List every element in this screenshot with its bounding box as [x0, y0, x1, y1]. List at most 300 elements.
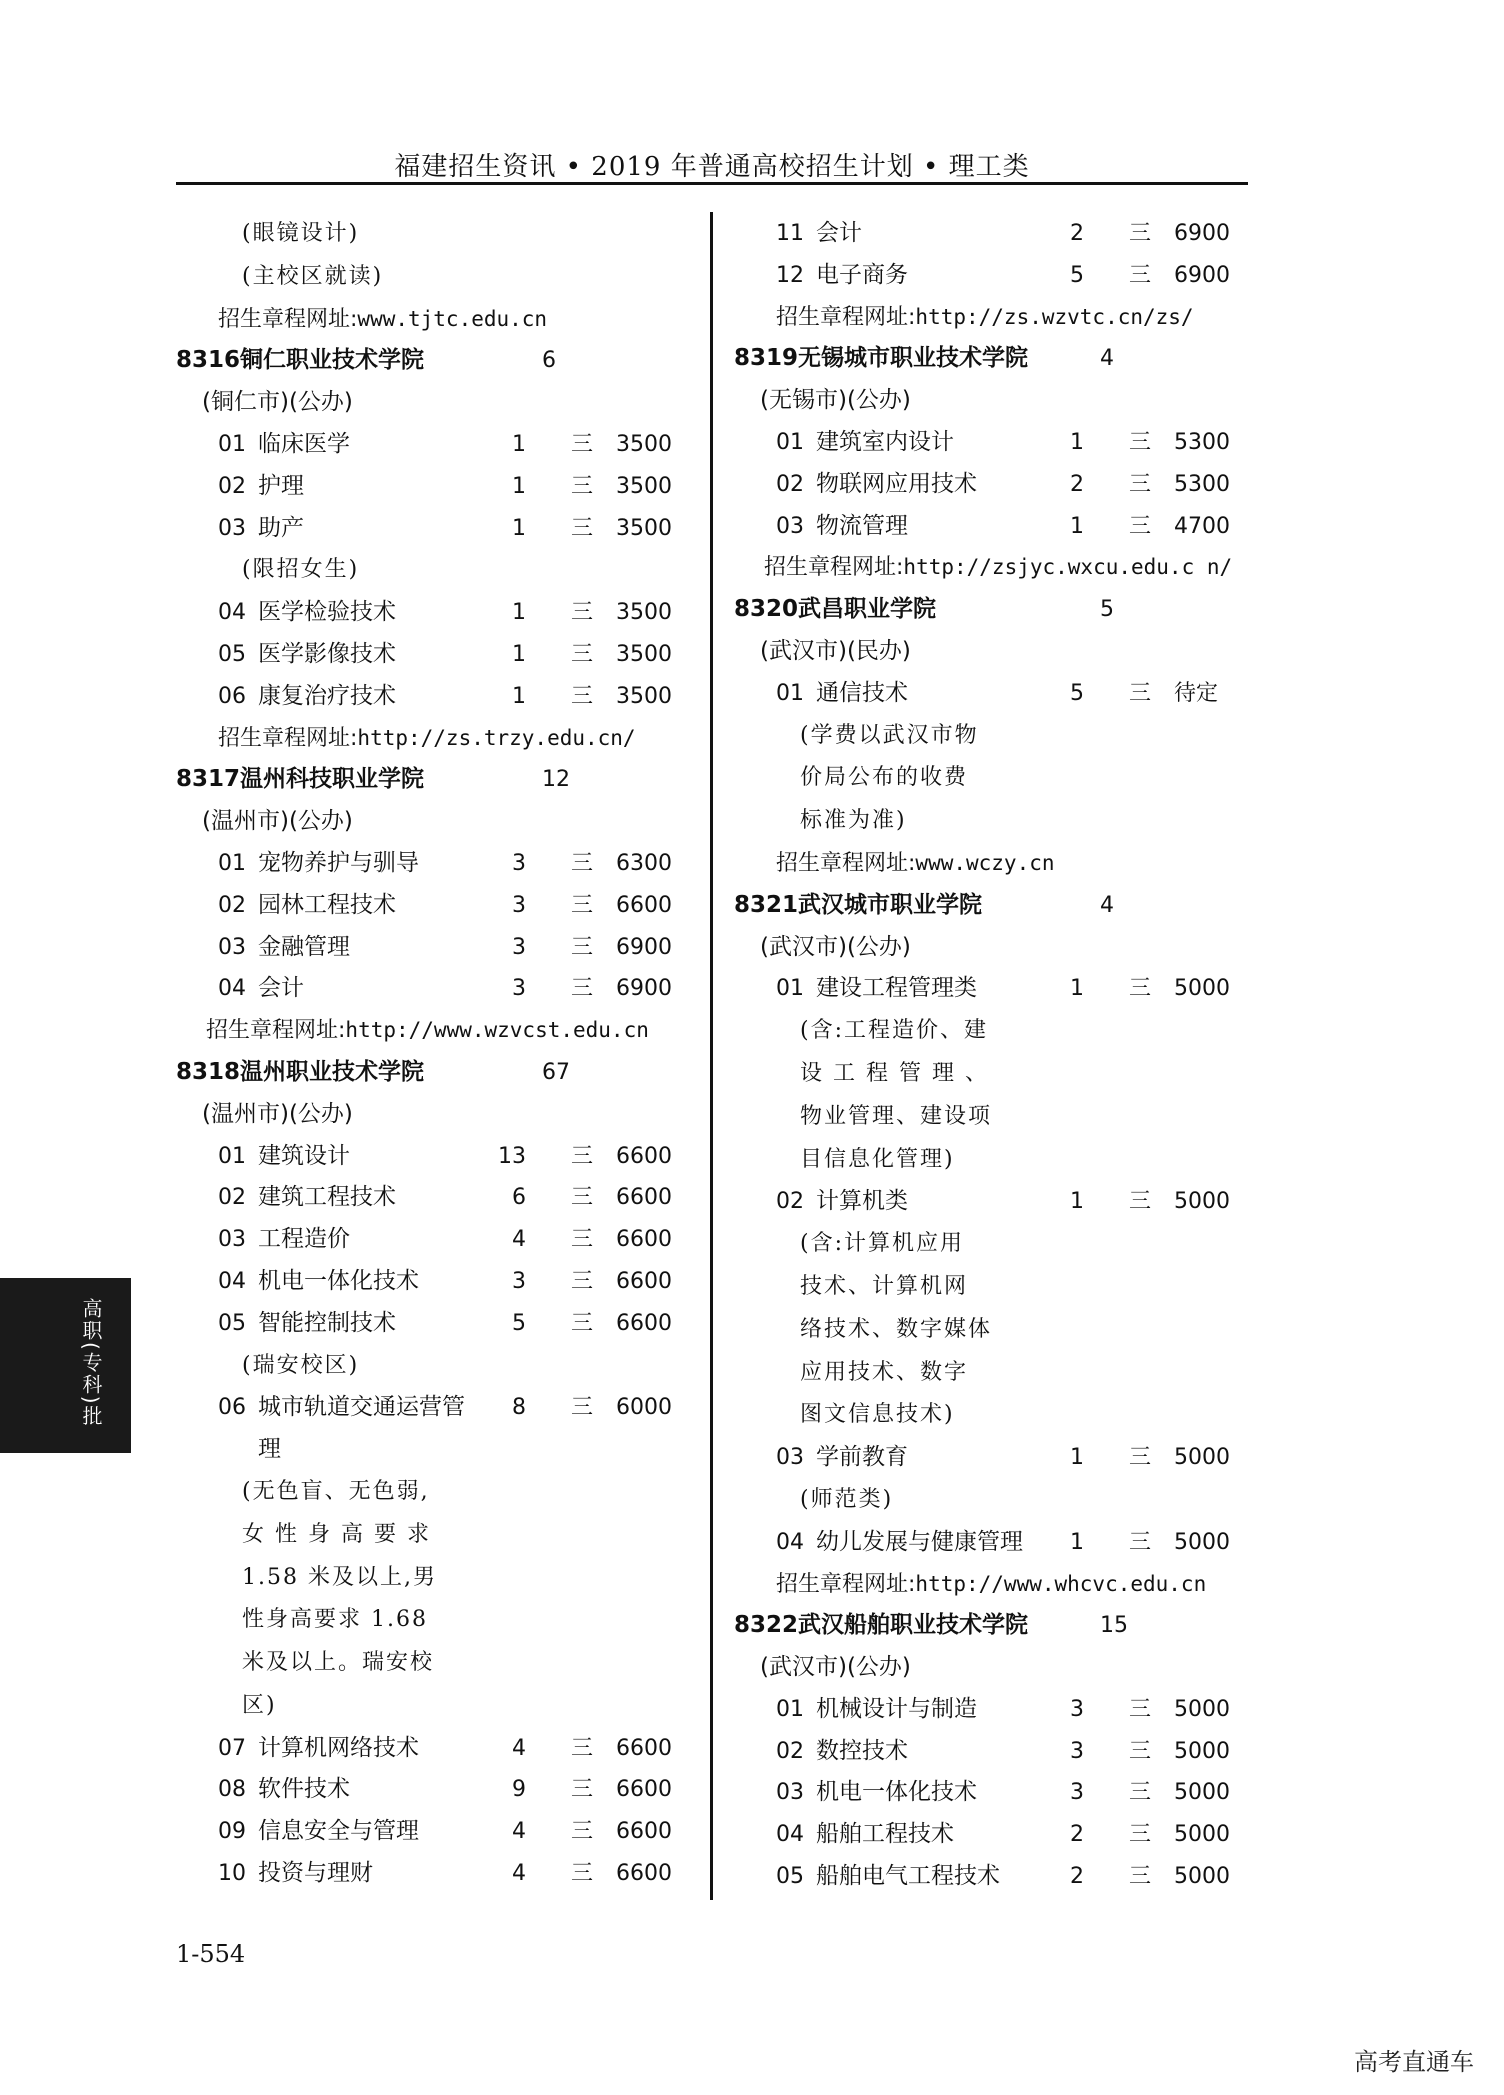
note-text: (含:工程造价、建	[800, 1018, 988, 1044]
major-quota: 3	[1070, 1696, 1084, 1722]
major-tuition: 3500	[616, 641, 672, 667]
page-header-title: 福建招生资讯 • 2019 年普通高校招生计划 • 理工类	[394, 152, 1030, 182]
major-name: 通信技术	[816, 679, 908, 706]
note-row	[734, 1394, 1254, 1437]
school-code: 8321	[734, 891, 799, 918]
major-row	[734, 968, 1254, 1010]
major-quota: 1	[1070, 976, 1084, 1002]
note-text: (主校区就读)	[242, 263, 384, 289]
major-name: 康复治疗技术	[258, 682, 396, 709]
url-link[interactable]: http://www.wzvcst.edu.cn	[345, 1018, 649, 1043]
major-quota: 3	[512, 892, 526, 918]
major-quota: 1	[512, 473, 526, 499]
major-name-continuation: 理	[258, 1436, 281, 1463]
major-quota: 1	[1070, 1445, 1084, 1471]
note-text: 设 工 程 管 理 、	[800, 1060, 989, 1086]
major-row	[734, 213, 1254, 255]
major-name: 宠物养护与驯导	[258, 849, 419, 876]
note-text: (瑞安校区)	[242, 1352, 360, 1378]
major-duration: 三	[1129, 471, 1152, 497]
major-quota: 1	[512, 600, 526, 626]
major-number: 12	[776, 262, 804, 288]
major-row	[734, 1731, 1254, 1773]
major-tuition: 5000	[1174, 1864, 1230, 1890]
school-code: 8318	[176, 1058, 241, 1085]
note-text: 应用技术、数字	[800, 1359, 969, 1385]
major-name: 电子商务	[816, 261, 908, 288]
major-name-continuation-row	[176, 1429, 696, 1471]
major-quota: 1	[1070, 429, 1084, 455]
major-row	[734, 1689, 1254, 1731]
major-duration: 三	[571, 1268, 594, 1294]
major-number: 04	[776, 1529, 804, 1555]
major-tuition: 5300	[1174, 429, 1230, 455]
major-name: 助产	[258, 514, 304, 541]
school-location-row	[734, 380, 1254, 422]
major-quota: 3	[512, 976, 526, 1002]
side-tab-label: 高职(专科)批	[79, 1298, 103, 1428]
admission-url	[218, 299, 547, 341]
major-tuition: 6300	[616, 850, 672, 876]
major-tuition: 6600	[616, 1185, 672, 1211]
major-name: 医学影像技术	[258, 640, 396, 667]
school-header-row	[734, 589, 1254, 631]
major-name: 机电一体化技术	[258, 1267, 419, 1294]
url-link[interactable]: www.wczy.cn	[915, 850, 1055, 875]
school-header-row	[176, 1052, 696, 1094]
major-number: 03	[776, 513, 804, 539]
major-name: 医学检验技术	[258, 599, 396, 626]
school-code: 8317	[176, 766, 241, 793]
note-row	[176, 1514, 696, 1557]
major-number: 01	[218, 1143, 246, 1169]
major-tuition: 6900	[1174, 262, 1230, 288]
note-row	[734, 1223, 1254, 1266]
major-name: 船舶电气工程技术	[816, 1863, 1000, 1890]
major-duration: 三	[571, 976, 594, 1002]
note-row	[176, 549, 696, 592]
major-quota: 4	[512, 1861, 526, 1887]
major-duration: 三	[571, 473, 594, 499]
note-row	[176, 1685, 696, 1728]
note-text: 价局公布的收费	[800, 765, 969, 791]
major-tuition: 6600	[616, 1227, 672, 1253]
url-link[interactable]: http://zs.trzy.edu.cn/	[357, 725, 636, 750]
admission-url-row	[176, 1010, 696, 1052]
major-duration: 三	[1129, 1780, 1152, 1806]
major-tuition: 6600	[616, 1819, 672, 1845]
major-row	[176, 927, 696, 969]
major-number: 05	[218, 641, 246, 667]
note-row	[734, 1479, 1254, 1522]
major-row	[734, 255, 1254, 297]
major-quota: 4	[512, 1227, 526, 1253]
school-header-row	[176, 759, 696, 801]
admission-url	[218, 718, 636, 760]
right-column	[734, 213, 1254, 1898]
note-text: 目信息化管理)	[800, 1146, 955, 1172]
note-text: 性身高要求 1.68	[242, 1607, 428, 1633]
major-quota: 4	[512, 1819, 526, 1845]
note-text: (眼镜设计)	[242, 221, 360, 246]
note-text: (含:计算机应用	[800, 1231, 964, 1257]
major-number: 01	[776, 1696, 804, 1722]
url-label: 招生章程网址:	[776, 1571, 916, 1597]
major-duration: 三	[1129, 513, 1152, 539]
major-row	[176, 1303, 696, 1345]
major-number: 03	[218, 1227, 246, 1253]
major-tuition: 5300	[1174, 471, 1230, 497]
note-row	[734, 1309, 1254, 1352]
admission-url	[764, 547, 1232, 589]
admission-url-row	[734, 297, 1254, 339]
note-row	[176, 1345, 696, 1388]
major-tuition: 6600	[616, 892, 672, 918]
school-name: 温州职业技术学院	[240, 1058, 424, 1085]
note-text: 1.58 米及以上,男	[242, 1564, 437, 1590]
note-row	[734, 1139, 1254, 1182]
url-link[interactable]: http://www.whcvc.edu.cn	[915, 1571, 1207, 1596]
note-text: 标准为准)	[800, 808, 907, 834]
major-number: 02	[218, 1185, 246, 1211]
major-tuition: 5000	[1174, 976, 1230, 1002]
major-name: 临床医学	[258, 430, 350, 457]
major-quota: 1	[1070, 513, 1084, 539]
school-plan-count: 15	[1100, 1613, 1128, 1639]
major-tuition: 5000	[1174, 1822, 1230, 1848]
major-duration: 三	[1129, 1822, 1152, 1848]
major-tuition: 6600	[616, 1310, 672, 1336]
major-name: 会计	[816, 220, 862, 246]
major-name: 机械设计与制造	[816, 1695, 977, 1722]
major-name: 金融管理	[258, 933, 350, 960]
major-row	[734, 422, 1254, 464]
major-number: 02	[776, 471, 804, 497]
major-name: 护理	[258, 472, 304, 499]
major-duration: 三	[571, 934, 594, 960]
school-location-row	[734, 927, 1254, 969]
major-name: 投资与理财	[258, 1860, 373, 1887]
admission-url	[776, 297, 1194, 339]
url-label: 招生章程网址:	[764, 555, 904, 581]
major-name: 智能控制技术	[258, 1309, 396, 1336]
major-row	[176, 466, 696, 508]
major-duration: 三	[571, 1777, 594, 1803]
note-row	[734, 1266, 1254, 1309]
major-duration: 三	[1129, 1696, 1152, 1722]
major-number: 05	[776, 1864, 804, 1890]
school-location: (武汉市)(公办)	[760, 1654, 911, 1681]
note-row	[176, 1642, 696, 1685]
major-number: 08	[218, 1777, 246, 1803]
major-duration: 三	[1129, 1189, 1152, 1215]
major-name: 计算机网络技术	[258, 1734, 419, 1761]
major-row	[176, 1853, 696, 1895]
url-label: 招生章程网址:	[776, 850, 916, 876]
major-tuition: 4700	[1174, 513, 1230, 539]
major-number: 01	[776, 429, 804, 455]
major-tuition: 5000	[1174, 1529, 1230, 1555]
school-plan-count: 67	[542, 1059, 570, 1085]
major-quota: 3	[512, 850, 526, 876]
major-row	[176, 1219, 696, 1261]
school-header-row	[734, 1605, 1254, 1647]
note-row	[734, 1096, 1254, 1139]
major-duration: 三	[1129, 429, 1152, 455]
major-number: 02	[218, 892, 246, 918]
major-duration: 三	[571, 1310, 594, 1336]
note-text: 区)	[242, 1692, 277, 1718]
admission-url	[776, 843, 1055, 885]
major-row	[734, 1522, 1254, 1564]
school-header-row	[176, 340, 696, 382]
note-text: 女 性 身 高 要 求	[242, 1521, 431, 1547]
major-duration: 三	[1129, 976, 1152, 1002]
note-row	[176, 256, 696, 299]
major-quota: 2	[1070, 471, 1084, 497]
major-number: 02	[776, 1189, 804, 1215]
major-duration: 三	[571, 641, 594, 667]
major-row	[734, 1772, 1254, 1814]
header-rule	[176, 182, 1248, 185]
school-location-row	[176, 801, 696, 843]
major-duration: 三	[571, 1185, 594, 1211]
school-plan-count: 6	[542, 348, 556, 374]
school-code: 8316	[176, 347, 241, 374]
admission-url-row	[734, 547, 1254, 589]
major-number: 04	[218, 600, 246, 626]
major-name: 会计	[258, 975, 304, 1002]
major-tuition: 6000	[616, 1395, 672, 1421]
major-number: 03	[776, 1445, 804, 1471]
major-number: 06	[218, 1395, 246, 1421]
major-tuition: 5000	[1174, 1696, 1230, 1722]
major-duration: 三	[1129, 1738, 1152, 1764]
admission-url-row	[176, 299, 696, 341]
note-row	[734, 757, 1254, 800]
url-label: 招生章程网址:	[218, 306, 358, 332]
major-quota: 8	[512, 1395, 526, 1421]
major-tuition: 6600	[616, 1143, 672, 1169]
note-text: (限招女生)	[242, 557, 360, 583]
major-number: 01	[776, 976, 804, 1002]
major-quota: 1	[512, 683, 526, 709]
major-tuition: 5000	[1174, 1445, 1230, 1471]
watermark-text: 高考直通车	[1354, 2048, 1474, 2076]
major-row	[734, 506, 1254, 548]
school-name: 温州科技职业学院	[240, 766, 424, 793]
left-column	[176, 213, 696, 1895]
school-location: (武汉市)(民办)	[760, 637, 911, 664]
major-row	[734, 1856, 1254, 1898]
school-name: 武汉城市职业学院	[798, 891, 982, 918]
major-row	[176, 1261, 696, 1303]
url-link[interactable]: http://zs.wzvtc.cn/zs/	[915, 304, 1194, 329]
major-tuition: 5000	[1174, 1738, 1230, 1764]
page-number: 1-554	[176, 1940, 246, 1968]
major-number: 03	[218, 934, 246, 960]
major-name: 建筑工程技术	[258, 1184, 396, 1211]
school-plan-count: 4	[1100, 346, 1114, 372]
major-row	[734, 1181, 1254, 1223]
major-row	[176, 1728, 696, 1770]
school-name: 铜仁职业技术学院	[240, 347, 424, 374]
major-row	[176, 424, 696, 466]
major-quota: 3	[512, 934, 526, 960]
major-number: 04	[776, 1822, 804, 1848]
major-duration: 三	[571, 1861, 594, 1887]
school-location-row	[176, 1094, 696, 1136]
major-tuition: 6900	[616, 976, 672, 1002]
note-text: 米及以上。瑞安校	[242, 1650, 435, 1676]
major-name: 物流管理	[816, 512, 908, 539]
major-duration: 三	[571, 515, 594, 541]
major-duration: 三	[1129, 262, 1152, 288]
school-name: 武汉船舶职业技术学院	[798, 1612, 1028, 1639]
admission-url-row	[734, 843, 1254, 885]
major-duration: 三	[1129, 1445, 1152, 1471]
note-text: 技术、计算机网	[800, 1273, 969, 1299]
major-quota: 3	[1070, 1738, 1084, 1764]
major-name: 数控技术	[816, 1737, 908, 1764]
school-location-row	[176, 382, 696, 424]
note-row	[176, 1557, 696, 1600]
major-quota: 2	[1070, 221, 1084, 246]
major-number: 02	[218, 473, 246, 499]
major-row	[176, 1387, 696, 1429]
major-name: 计算机类	[816, 1188, 908, 1215]
major-quota: 5	[1070, 262, 1084, 288]
major-quota: 13	[498, 1143, 526, 1169]
major-number: 09	[218, 1819, 246, 1845]
note-text: (无色盲、无色弱,	[242, 1478, 430, 1504]
note-row	[734, 1010, 1254, 1053]
major-duration: 三	[571, 1143, 594, 1169]
major-tuition: 6600	[616, 1777, 672, 1803]
note-row	[734, 1352, 1254, 1395]
major-tuition: 6600	[616, 1735, 672, 1761]
school-plan-count: 5	[1100, 597, 1114, 623]
major-row	[176, 843, 696, 885]
major-name: 城市轨道交通运营管	[258, 1394, 465, 1421]
school-name: 无锡城市职业技术学院	[798, 345, 1028, 372]
url-label: 招生章程网址:	[776, 304, 916, 330]
school-code: 8319	[734, 345, 799, 372]
major-row	[176, 508, 696, 550]
note-row	[176, 1599, 696, 1642]
major-name: 船舶工程技术	[816, 1821, 954, 1848]
column-divider	[710, 212, 713, 1900]
major-duration: 三	[571, 850, 594, 876]
major-tuition: 6900	[616, 934, 672, 960]
school-code: 8322	[734, 1612, 799, 1639]
major-quota: 6	[512, 1185, 526, 1211]
major-name: 幼儿发展与健康管理	[816, 1528, 1023, 1555]
major-row	[734, 673, 1254, 715]
major-quota: 1	[512, 431, 526, 457]
note-text: (师范类)	[800, 1486, 894, 1512]
side-section-tab	[0, 1278, 131, 1453]
note-text: (学费以武汉市物	[800, 722, 979, 748]
major-name: 学前教育	[816, 1444, 908, 1471]
major-name: 建筑室内设计	[816, 428, 954, 455]
school-plan-count: 12	[542, 767, 570, 793]
major-name: 软件技术	[258, 1776, 350, 1803]
note-text: 络技术、数字媒体	[800, 1316, 993, 1342]
major-duration: 三	[571, 892, 594, 918]
major-tuition: 6600	[616, 1861, 672, 1887]
major-row	[176, 634, 696, 676]
major-name: 建设工程管理类	[816, 975, 977, 1002]
major-duration: 三	[571, 431, 594, 457]
admission-url	[776, 1564, 1206, 1606]
major-row	[176, 592, 696, 634]
major-row	[734, 1814, 1254, 1856]
school-location: (温州市)(公办)	[202, 1100, 353, 1127]
admission-url-row	[176, 718, 696, 760]
major-number: 06	[218, 683, 246, 709]
url-link[interactable]: www.tjtc.edu.cn	[357, 306, 548, 331]
major-number: 10	[218, 1861, 246, 1887]
school-location-row	[734, 1647, 1254, 1689]
major-number: 04	[218, 1268, 246, 1294]
major-row	[734, 464, 1254, 506]
admission-url	[206, 1010, 649, 1052]
admission-url-row	[734, 1564, 1254, 1606]
major-number: 01	[776, 680, 804, 706]
major-tuition: 6900	[1174, 221, 1230, 246]
major-row	[176, 1811, 696, 1853]
major-number: 03	[218, 515, 246, 541]
url-link[interactable]: http://zsjyc.wxcu.edu.c n/	[903, 555, 1233, 580]
major-number: 04	[218, 976, 246, 1002]
school-location: (铜仁市)(公办)	[202, 389, 353, 416]
major-tuition: 6600	[616, 1268, 672, 1294]
major-quota: 2	[1070, 1864, 1084, 1890]
major-quota: 1	[1070, 1529, 1084, 1555]
major-quota: 1	[1070, 1189, 1084, 1215]
major-name: 建筑设计	[258, 1142, 350, 1169]
major-name: 信息安全与管理	[258, 1818, 419, 1845]
major-row	[176, 968, 696, 1010]
major-name: 机电一体化技术	[816, 1779, 977, 1806]
major-number: 01	[218, 850, 246, 876]
major-tuition: 3500	[616, 683, 672, 709]
school-location: (无锡市)(公办)	[760, 387, 911, 414]
major-quota: 1	[512, 515, 526, 541]
major-tuition: 3500	[616, 600, 672, 626]
note-text: 图文信息技术)	[800, 1402, 955, 1428]
school-plan-count: 4	[1100, 892, 1114, 918]
major-quota: 1	[512, 641, 526, 667]
major-tuition: 5000	[1174, 1780, 1230, 1806]
major-tuition: 待定	[1174, 680, 1219, 706]
major-row	[176, 1769, 696, 1811]
school-location: (武汉市)(公办)	[760, 933, 911, 960]
url-label: 招生章程网址:	[206, 1018, 346, 1044]
major-duration: 三	[571, 600, 594, 626]
major-duration: 三	[571, 1227, 594, 1253]
major-quota: 4	[512, 1735, 526, 1761]
school-header-row	[734, 338, 1254, 380]
major-row	[176, 885, 696, 927]
note-row	[734, 715, 1254, 758]
url-label: 招生章程网址:	[218, 725, 358, 751]
major-quota: 5	[512, 1310, 526, 1336]
major-number: 07	[218, 1735, 246, 1761]
major-duration: 三	[1129, 680, 1152, 706]
major-quota: 2	[1070, 1822, 1084, 1848]
